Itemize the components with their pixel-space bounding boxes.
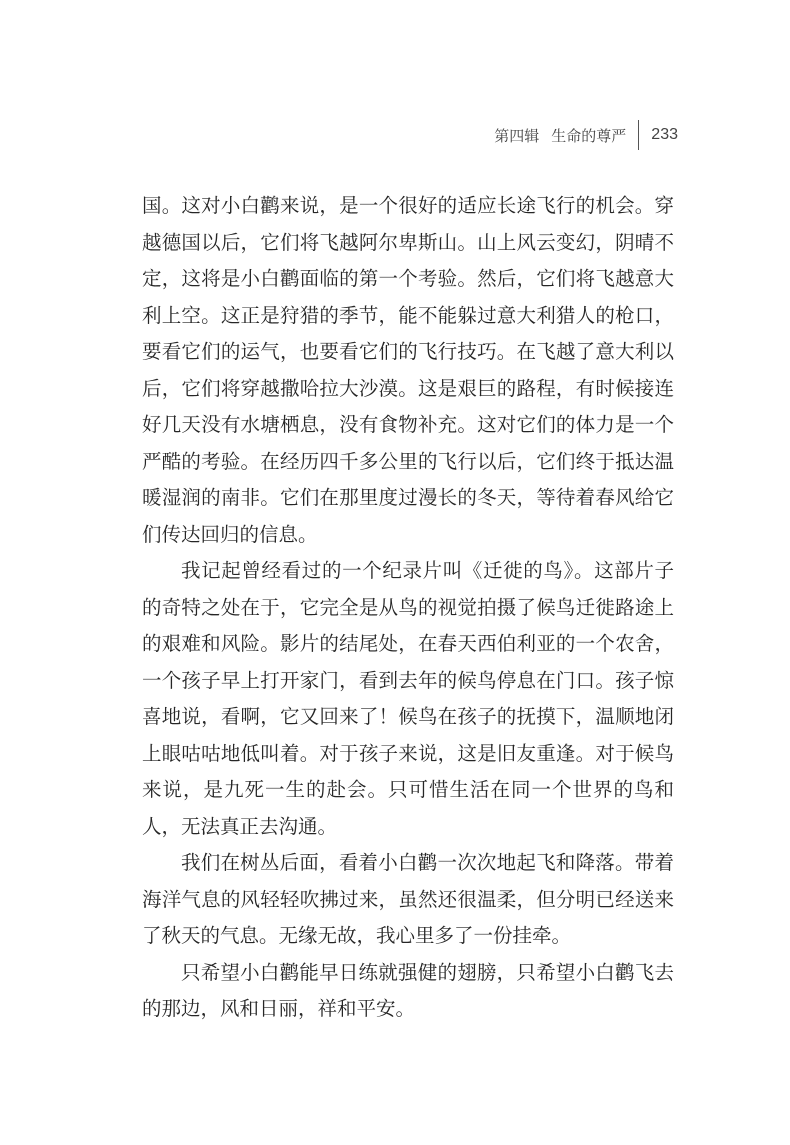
- paragraph: 我记起曾经看过的一个纪录片叫《迁徙的鸟》。这部片子的奇特之处在于，它完全是从鸟的视觉拍摄了候鸟迁徙路途上的艰难和风险。影片的结尾处，在春天西伯利亚的一个农舍，一个孩子早上打开家门，看到去年的候鸟停息在门口。孩子惊喜地说，看啊，它又回来了！候鸟在孩子的抚摸下，温顺地闭上眼咕咕地低叫着。对于孩子来说，这是旧友重逢。对于候鸟来说，是九死一生的赴会。只可惜生活在同一个世界的鸟和人，无法真正去沟通。: [142, 559, 674, 838]
- body-text: [142, 188, 674, 1028]
- paragraph-continuation: 国。这对小白鹳来说，是一个很好的适应长途飞行的机会。穿越德国以后，它们将飞越阿尔卑斯山。山上风云变幻，阴晴不定，这将是小白鹳面临的第一个考验。然后，它们将飞越意大利上空。这正是狩猎的季节，能不能躲过意大利猎人的枪口，要看它们的运气，也要看它们的飞行技巧。在飞越了意大利以后，它们将穿越撒哈拉大沙漠。这是艰巨的路程，有时候接连好几天没有水塘栖息，没有食物补充。这对它们的体力是一个严酷的考验。在经历四千多公里的飞行以后，它们终于抵达温暖湿润的南非。它们在那里度过漫长的冬天，等待着春风给它们传达回归的信息。: [142, 194, 674, 546]
- paragraph: 我们在树丛后面，看着小白鹳一次次地起飞和降落。带着海洋气息的风轻轻吹拂过来，虽然还很温柔，但分明已经送来了秋天的气息。无缘无故，我心里多了一份挂牵。: [142, 851, 674, 947]
- running-header: [494, 120, 678, 150]
- paragraph: 只希望小白鹳能早日练就强健的翅膀，只希望小白鹳飞去的那边，风和日丽，祥和平安。: [142, 960, 674, 1020]
- chapter-title: 生命的尊严: [551, 126, 627, 145]
- page-number: 233: [651, 126, 678, 143]
- header-divider: [638, 120, 639, 150]
- section-label: 第四辑: [494, 126, 540, 145]
- chapter-heading: [494, 125, 626, 146]
